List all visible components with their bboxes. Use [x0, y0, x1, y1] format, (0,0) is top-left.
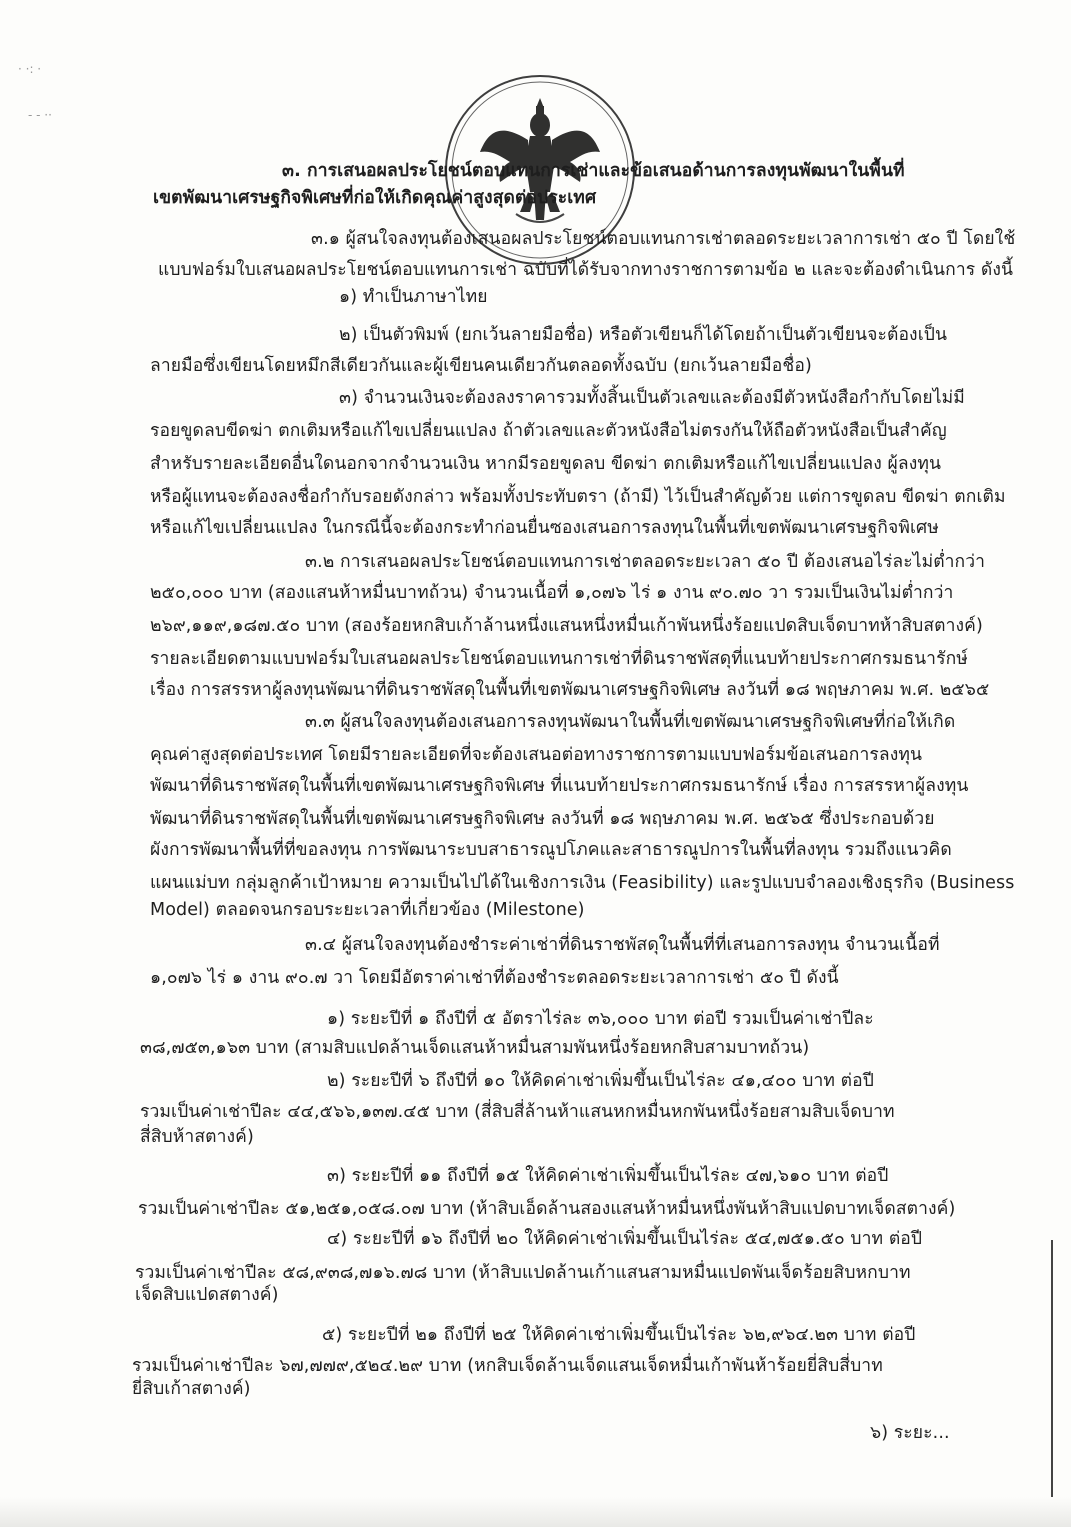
section-3-2-line-5: เรื่อง การสรรหาผู้ลงทุนพัฒนาที่ดินราชพัสดุในพื้นที่เขตพัฒนาเศรษฐกิจพิเศษ ลงวันที่ ๑๘ พฤษภาคม พ.ศ. ๒๕๖๕: [150, 680, 990, 700]
section-3-3-line-6: แผนแม่บท กลุ่มลูกค้าเป้าหมาย ความเป็นไปได้ในเชิงการเงิน (Feasibility) และรูปแบบจำลองเชิงธุรกิจ (Business: [150, 873, 1015, 893]
section-3-1-item-3-line-2: รอยขูดลบขีดฆ่า ตกเติมหรือแก้ไขเปลี่ยนแปลง ถ้าตัวเลขและตัวหนังสือไม่ตรงกันให้ถือตัวหนังสือเป็นสำคัญ: [150, 421, 947, 441]
scan-bottom-shadow: [0, 1497, 1071, 1527]
section-3-4-item-1-line-2: ๓๘,๗๕๓,๑๖๓ บาท (สามสิบแปดล้านเจ็ดแสนห้าหมื่นสามพันหนึ่งร้อยหกสิบสามบาทถ้วน): [140, 1038, 810, 1058]
section-3-1-line-2: แบบฟอร์มใบเสนอผลประโยชน์ตอบแทนการเช่า ฉบับที่ได้รับจากทางราชการตามข้อ ๒ และจะต้องดำเนินการ ดังนี้: [158, 260, 1014, 280]
section-3-4-item-3-line-2: รวมเป็นค่าเช่าปีละ ๕๑,๒๕๑,๐๕๘.๐๗ บาท (ห้าสิบเอ็ดล้านสองแสนห้าหมื่นหนึ่งพันห้าสิบแปดบาทเจ็ดสตางค์): [138, 1199, 956, 1219]
section-3-4-item-4-line-1: ๔) ระยะปีที่ ๑๖ ถึงปีที่ ๒๐ ให้คิดค่าเช่าเพิ่มขึ้นเป็นไร่ละ ๕๔,๗๕๑.๕๐ บาท ต่อปี: [327, 1229, 923, 1249]
section-3-4-item-5-line-3: ยี่สิบเก้าสตางค์): [132, 1379, 251, 1399]
section-3-1-item-3-line-3: สำหรับรายละเอียดอื่นใดนอกจากจำนวนเงิน หากมีรอยขูดลบ ขีดฆ่า ตกเติมหรือแก้ไขเปลี่ยนแปลง ผู้ลงทุน: [150, 454, 942, 474]
section-3-heading-line-1: ๓. การเสนอผลประโยชน์ตอบแทนการเช่าและข้อเสนอด้านการลงทุนพัฒนาในพื้นที่: [282, 161, 905, 181]
section-3-4-line-1: ๓.๔ ผู้สนใจลงทุนต้องชำระค่าเช่าที่ดินราชพัสดุในพื้นที่ที่เสนอการลงทุน จำนวนเนื้อที่: [305, 935, 940, 955]
section-3-heading-line-2: เขตพัฒนาเศรษฐกิจพิเศษที่ก่อให้เกิดคุณค่าสูงสุดต่อประเทศ: [153, 188, 597, 208]
section-3-4-item-5-line-2: รวมเป็นค่าเช่าปีละ ๖๗,๗๗๙,๕๒๔.๒๙ บาท (หกสิบเจ็ดล้านเจ็ดแสนเจ็ดหมื่นเก้าพันห้าร้อยยี่สิบสี่บาท: [132, 1356, 883, 1376]
section-3-1-item-1: ๑) ทำเป็นภาษาไทย: [339, 287, 488, 307]
section-3-4-item-1-line-1: ๑) ระยะปีที่ ๑ ถึงปีที่ ๕ อัตราไร่ละ ๓๖,๐๐๐ บาท ต่อปี รวมเป็นค่าเช่าปีละ: [327, 1009, 874, 1029]
section-3-1-item-2-line-1: ๒) เป็นตัวพิมพ์ (ยกเว้นลายมือชื่อ) หรือตัวเขียนก็ได้โดยถ้าเป็นตัวเขียนจะต้องเป็น: [339, 325, 948, 345]
section-3-3-line-5: ผังการพัฒนาพื้นที่ที่ขอลงทุน การพัฒนาระบบสาธารณูปโภคและสาธารณูปการในพื้นที่ลงทุน รวมถึงแนวคิด: [150, 840, 952, 860]
section-3-1-item-2-line-2: ลายมือซึ่งเขียนโดยหมึกสีเดียวกันและผู้เขียนคนเดียวกันตลอดทั้งฉบับ (ยกเว้นลายมือชื่อ): [150, 356, 812, 376]
section-3-4-item-4-line-3: เจ็ดสิบแปดสตางค์): [135, 1285, 279, 1305]
section-3-4-item-2-line-1: ๒) ระยะปีที่ ๖ ถึงปีที่ ๑๐ ให้คิดค่าเช่าเพิ่มขึ้นเป็นไร่ละ ๔๑,๔๐๐ บาท ต่อปี: [327, 1071, 874, 1091]
section-3-2-line-3: ๒๖๙,๑๑๙,๑๘๗.๕๐ บาท (สองร้อยหกสิบเก้าล้านหนึ่งแสนหนึ่งหมื่นเก้าพันหนึ่งร้อยแปดสิบเจ็ดบาทห้าสิบสตางค์): [150, 616, 983, 636]
section-3-3-line-1: ๓.๓ ผู้สนใจลงทุนต้องเสนอการลงทุนพัฒนาในพื้นที่เขตพัฒนาเศรษฐกิจพิเศษที่ก่อให้เกิด: [305, 712, 956, 732]
section-3-2-line-2: ๒๕๐,๐๐๐ บาท (สองแสนห้าหมื่นบาทถ้วน) จำนวนเนื้อที่ ๑,๐๗๖ ไร่ ๑ งาน ๙๐.๗๐ วา รวมเป็นเงินไม่ต่ำกว่า: [150, 583, 954, 603]
scan-speck: - - ··: [28, 108, 52, 122]
section-3-4-item-5-line-1: ๕) ระยะปีที่ ๒๑ ถึงปีที่ ๒๕ ให้คิดค่าเช่าเพิ่มขึ้นเป็นไร่ละ ๖๒,๙๖๔.๒๓ บาท ต่อปี: [322, 1325, 916, 1345]
scan-speck: · ·: ·: [18, 62, 42, 76]
section-3-4-item-2-line-3: สี่สิบห้าสตางค์): [140, 1127, 254, 1147]
section-3-3-line-4: พัฒนาที่ดินราชพัสดุในพื้นที่เขตพัฒนาเศรษฐกิจพิเศษ ลงวันที่ ๑๘ พฤษภาคม พ.ศ. ๒๕๖๕ ซึ่งประกอบด้วย: [150, 809, 935, 829]
scan-edge-line: [1051, 1240, 1053, 1500]
section-3-1-item-3-line-1: ๓) จำนวนเงินจะต้องลงราคารวมทั้งสิ้นเป็นตัวเลขและต้องมีตัวหนังสือกำกับโดยไม่มี: [339, 388, 965, 408]
section-3-1-line-1: ๓.๑ ผู้สนใจลงทุนต้องเสนอผลประโยชน์ตอบแทนการเช่าตลอดระยะเวลาการเช่า ๕๐ ปี โดยใช้: [311, 229, 1016, 249]
section-3-4-line-2: ๑,๐๗๖ ไร่ ๑ งาน ๙๐.๗ วา โดยมีอัตราค่าเช่าที่ต้องชำระตลอดระยะเวลาการเช่า ๕๐ ปี ดังนี้: [150, 968, 839, 988]
section-3-1-item-3-line-5: หรือแก้ไขเปลี่ยนแปลง ในกรณีนี้จะต้องกระทำก่อนยื่นซองเสนอการลงทุนในพื้นที่เขตพัฒนาเศรษฐกิจพิเศษ: [150, 518, 939, 538]
continuation-text: ๖) ระยะ...: [870, 1423, 950, 1443]
section-3-4-item-2-line-2: รวมเป็นค่าเช่าปีละ ๔๔,๕๖๖,๑๓๗.๔๕ บาท (สี่สิบสี่ล้านห้าแสนหกหมื่นหกพันหนึ่งร้อยสามสิบเจ็ดบาท: [140, 1102, 895, 1122]
section-3-4-item-4-line-2: รวมเป็นค่าเช่าปีละ ๕๘,๙๓๘,๗๑๖.๗๘ บาท (ห้าสิบแปดล้านเก้าแสนสามหมื่นแปดพันเจ็ดร้อยสิบหกบาท: [135, 1263, 911, 1283]
section-3-3-line-3: พัฒนาที่ดินราชพัสดุในพื้นที่เขตพัฒนาเศรษฐกิจพิเศษ ที่แนบท้ายประกาศกรมธนารักษ์ เรื่อง การสรรหาผู้ลงทุน: [150, 776, 969, 796]
section-3-4-item-3-line-1: ๓) ระยะปีที่ ๑๑ ถึงปีที่ ๑๕ ให้คิดค่าเช่าเพิ่มขึ้นเป็นไร่ละ ๔๗,๖๑๐ บาท ต่อปี: [327, 1166, 889, 1186]
section-3-2-line-4: รายละเอียดตามแบบฟอร์มใบเสนอผลประโยชน์ตอบแทนการเช่าที่ดินราชพัสดุที่แนบท้ายประกาศกรมธนารักษ์: [150, 649, 968, 669]
section-3-1-item-3-line-4: หรือผู้แทนจะต้องลงชื่อกำกับรอยดังกล่าว พร้อมทั้งประทับตรา (ถ้ามี) ไว้เป็นสำคัญด้วย แต่การขูดลบ ขีดฆ่า ตกเติม: [150, 487, 1006, 507]
section-3-3-line-2: คุณค่าสูงสุดต่อประเทศ โดยมีรายละเอียดที่จะต้องเสนอต่อทางราชการตามแบบฟอร์มข้อเสนอการลงทุน: [150, 745, 923, 765]
section-3-3-line-7: Model) ตลอดจนกรอบระยะเวลาที่เกี่ยวข้อง (Milestone): [150, 900, 585, 920]
section-3-2-line-1: ๓.๒ การเสนอผลประโยชน์ตอบแทนการเช่าตลอดระยะเวลา ๕๐ ปี ต้องเสนอไร่ละไม่ต่ำกว่า: [305, 552, 986, 572]
